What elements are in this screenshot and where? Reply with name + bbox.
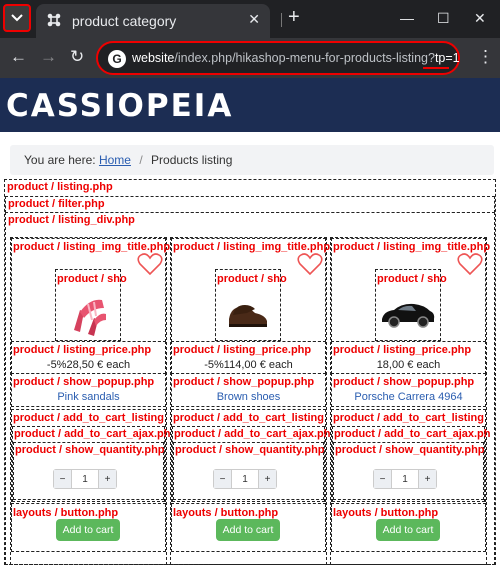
active-tab[interactable] [36,4,270,38]
listing-div-debug-label: product / listing_div.php [8,214,135,226]
qty-input[interactable]: 1 [231,470,259,488]
browser-toolbar [0,38,500,78]
tab-search-button[interactable] [3,4,31,32]
filter-debug-box [5,196,495,213]
browser-tab-bar [0,0,500,38]
add-to-cart-listing-debug-label: product / add_to_cart_listing [173,412,324,424]
add-to-cart-ajax-debug-label: product / add_to_cart_ajax.ph [334,428,491,440]
quantity-debug-label: product / show_quantity.php [15,444,165,456]
forward-icon[interactable]: → [40,47,57,66]
image-debug-label: product / sho [217,273,287,285]
add-to-cart-listing-debug-label: product / add_to_cart_listing [13,412,164,424]
popup-debug-label: product / show_popup.php [13,376,155,388]
listing-debug-label: product / listing.php [7,181,113,193]
close-tab-icon[interactable]: ✕ [248,11,260,27]
button-debug-label: layouts / button.php [333,507,439,519]
popup-debug-label: product / show_popup.php [173,376,315,388]
qty-input[interactable]: 1 [391,470,419,488]
back-icon[interactable]: ← [10,47,27,66]
quantity-debug-label: product / show_quantity.php [335,444,485,456]
img-title-debug-label: product / listing_img_title.php [333,241,491,253]
qty-plus-button[interactable]: + [99,470,116,488]
breadcrumb [10,145,494,175]
price-debug-label: product / listing_price.php [13,344,152,356]
quantity-stepper[interactable] [213,469,277,489]
image-debug-label: product / sho [377,273,447,285]
more-menu-icon[interactable]: ⋮ [477,47,494,66]
chevron-down-icon [11,14,23,22]
img-title-debug-label: product / listing_img_title.php [173,241,331,253]
breadcrumb-prefix: You are here: [24,153,96,167]
product-name-link[interactable]: Pink sandals [57,391,120,403]
add-to-cart-listing-debug-label: product / add_to_cart_listing [333,412,484,424]
url-text: website/index.php/hikashop-menu-for-products-listing?tp=1 [132,51,460,65]
quantity-stepper[interactable] [373,469,437,489]
product-price: 18,00 € each [376,359,441,371]
product-price: -5%114,00 € each [204,359,293,371]
add-to-cart-ajax-debug-label: product / add_to_cart_ajax.ph [14,428,171,440]
minimize-icon[interactable]: — [400,10,414,26]
qty-plus-button[interactable]: + [259,470,276,488]
qty-minus-button[interactable]: − [54,470,71,488]
wishlist-heart-icon[interactable] [457,252,483,276]
wishlist-heart-icon[interactable] [297,252,323,276]
address-bar[interactable] [96,41,460,75]
breadcrumb-home-link[interactable]: Home [98,153,131,167]
button-debug-label: layouts / button.php [13,507,119,519]
add-to-cart-button[interactable]: Add to cart [216,519,280,541]
wishlist-heart-icon[interactable] [137,252,163,276]
qty-minus-button[interactable]: − [374,470,391,488]
breadcrumb-current: Products listing [151,153,233,167]
image-debug-label: product / sho [57,273,127,285]
tab-separator [281,13,282,27]
qty-input[interactable]: 1 [71,470,99,488]
product-name-link[interactable]: Brown shoes [216,391,281,403]
product-name-link[interactable]: Porsche Carrera 4964 [354,391,463,403]
product-image[interactable] [375,287,441,341]
maximize-icon[interactable]: ☐ [437,10,450,26]
joomla-favicon-icon [46,12,62,28]
close-window-icon[interactable]: ✕ [474,10,486,26]
site-header [0,78,500,132]
google-icon: G [108,50,126,68]
filter-debug-label: product / filter.php [8,198,105,210]
new-tab-icon[interactable]: + [288,6,300,28]
reload-icon[interactable]: ↻ [70,47,85,66]
price-debug-label: product / listing_price.php [333,344,472,356]
quantity-stepper[interactable] [53,469,117,489]
product-image[interactable] [55,287,121,341]
qty-minus-button[interactable]: − [214,470,231,488]
button-debug-label: layouts / button.php [173,507,279,519]
price-debug-label: product / listing_price.php [173,344,312,356]
add-to-cart-button[interactable]: Add to cart [56,519,120,541]
product-image[interactable] [215,287,281,341]
qty-plus-button[interactable]: + [419,470,436,488]
add-to-cart-ajax-debug-label: product / add_to_cart_ajax.ph [174,428,331,440]
add-to-cart-button[interactable]: Add to cart [376,519,440,541]
site-brand[interactable]: CASSIOPEIA [6,88,234,124]
product-price: -5%28,50 € each [46,359,131,371]
popup-debug-label: product / show_popup.php [333,376,475,388]
img-title-debug-label: product / listing_img_title.php [13,241,171,253]
quantity-debug-label: product / show_quantity.php [175,444,325,456]
url-param-highlight [423,67,449,69]
tab-title: product category [72,13,177,29]
breadcrumb-separator: / [139,153,143,167]
